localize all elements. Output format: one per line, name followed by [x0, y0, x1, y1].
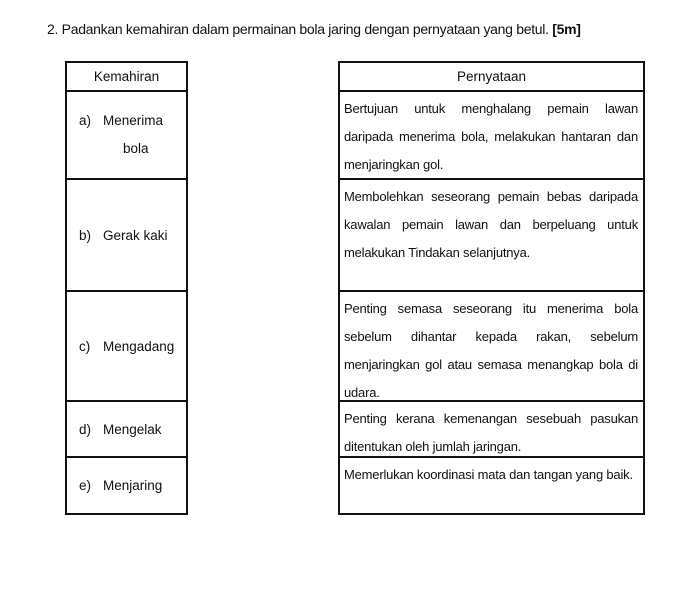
skill-name: Gerak kaki	[103, 227, 168, 243]
skill-row	[67, 458, 186, 513]
statement-row: Penting semasa seseorang itu menerima bola sebelum dihantar kepada rakan, sebelum menjaringkan gol atau semasa menangkap bola di udara.	[340, 292, 643, 402]
question	[47, 21, 581, 37]
skill-name-cont: bola	[123, 141, 149, 156]
statement-row: Memerlukan koordinasi mata dan tangan yang baik.	[344, 467, 633, 482]
skills-header: Kemahiran	[67, 63, 186, 92]
skill-row	[67, 402, 186, 458]
statement-row: Penting kerana kemenangan sesebuah pasukan ditentukan oleh jumlah jaringan.	[340, 402, 643, 458]
skill-name: Mengelak	[103, 421, 162, 437]
question-text: Padankan kemahiran dalam permainan bola jaring dengan pernyataan yang betul.	[61, 21, 549, 37]
skill-row	[67, 292, 186, 402]
skill-letter: b)	[79, 227, 92, 243]
statements-header: Pernyataan	[340, 63, 643, 92]
question-number: 2.	[47, 21, 59, 37]
skill-name: Menjaring	[103, 478, 163, 493]
statements-table	[338, 61, 645, 515]
skill-letter: d)	[79, 421, 92, 437]
skill-row	[67, 92, 186, 180]
skill-letter: c)	[79, 338, 91, 354]
skill-letter: e)	[79, 478, 92, 493]
statement-row: Bertujuan untuk menghalang pemain lawan daripada menerima bola, melakukan hantaran dan menjaringkan gol.	[340, 92, 643, 180]
skill-name: Menerima	[103, 113, 164, 128]
question-marks: [5m]	[552, 21, 581, 37]
skill-name: Mengadang	[103, 338, 175, 354]
skill-row	[67, 180, 186, 292]
skills-table	[65, 61, 188, 515]
skill-letter: a)	[79, 113, 92, 128]
statement-row: Membolehkan seseorang pemain bebas daripada kawalan pemain lawan dan berpeluang untuk melakukan Tindakan selanjutnya.	[340, 180, 643, 292]
